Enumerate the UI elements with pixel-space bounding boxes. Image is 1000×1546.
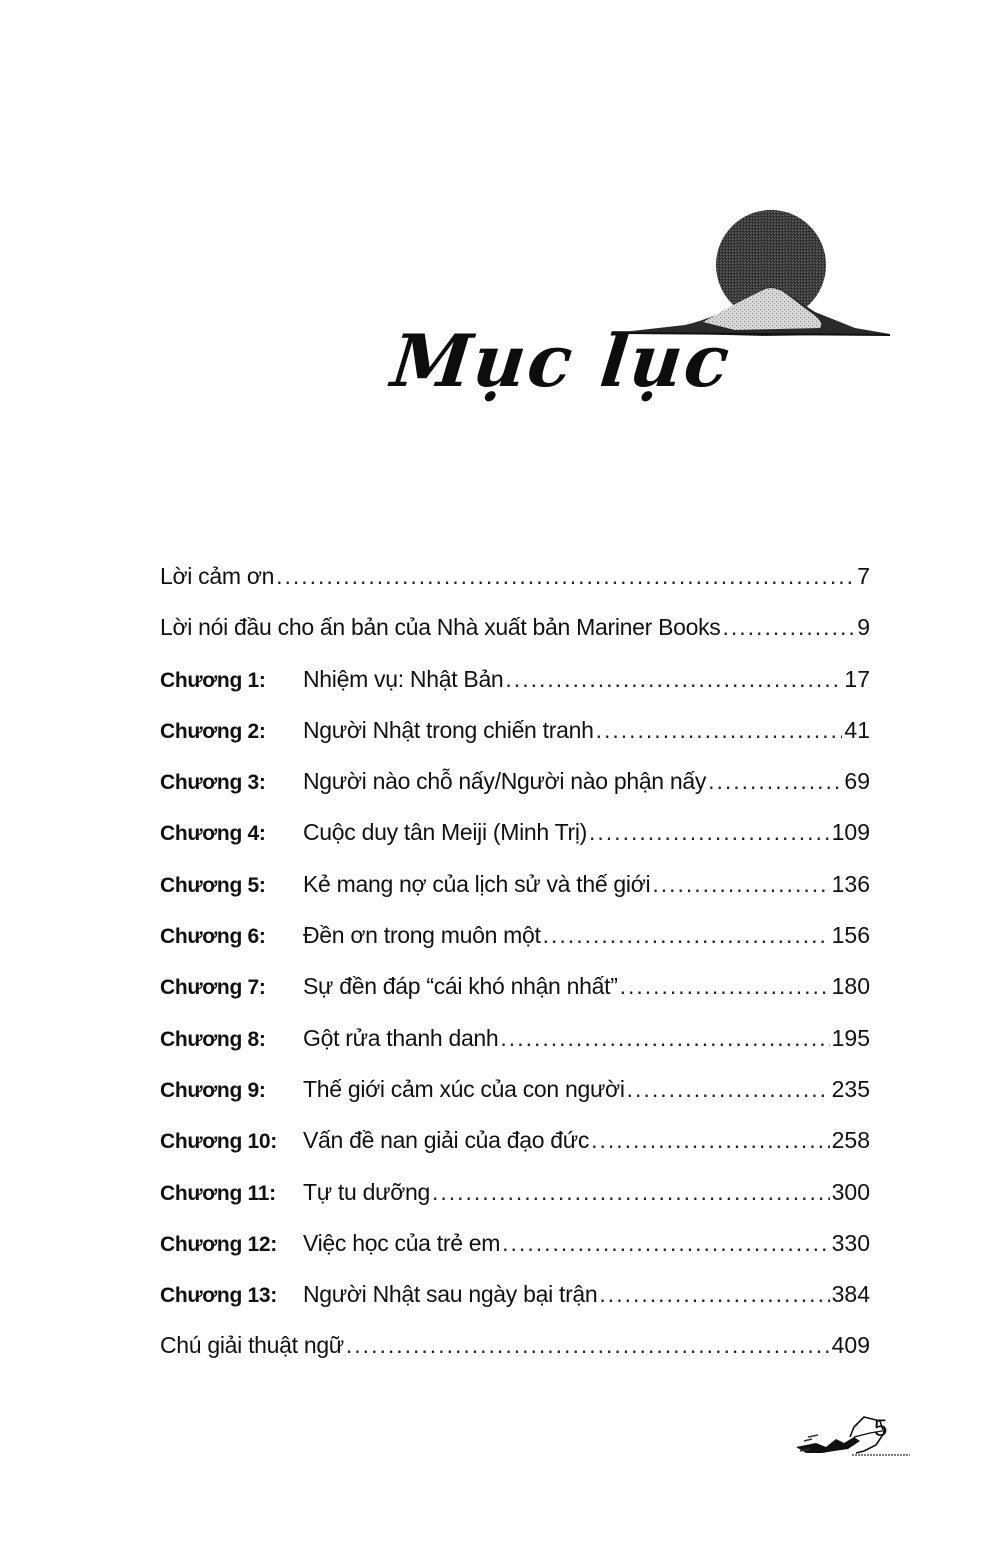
toc-chapter-label: Chương 4: (160, 822, 266, 846)
toc-chapter-label: Chương 9: (160, 1078, 266, 1102)
toc-entry-page: 180 (831, 973, 870, 1000)
toc-entry[interactable] (160, 556, 870, 607)
toc-entry-page: 235 (831, 1075, 870, 1102)
toc-entry-page: 384 (831, 1281, 870, 1308)
dot-leader (500, 1018, 829, 1058)
toc-entry-title: Chú giải thuật ngữ (160, 1332, 344, 1359)
dot-leader (276, 556, 855, 596)
toc-entry-page: 409 (831, 1332, 870, 1359)
toc-entry-title: Người Nhật trong chiến tranh (303, 716, 594, 743)
dot-leader (543, 915, 830, 955)
toc-entry-page: 156 (831, 922, 870, 949)
ink-brush-ornament-icon (792, 1413, 932, 1463)
toc-chapter-label: Chương 5: (160, 873, 266, 897)
toc-entry[interactable] (160, 710, 870, 761)
toc-chapter-label: Chương 7: (160, 976, 266, 1000)
dot-leader (599, 1274, 829, 1314)
toc-entry[interactable] (160, 864, 870, 915)
dot-leader (708, 761, 842, 801)
toc-entry-page: 109 (831, 819, 870, 846)
dot-leader (432, 1172, 830, 1212)
toc-entry-page: 195 (831, 1024, 870, 1051)
toc-entry-page: 69 (844, 768, 870, 795)
toc-entry[interactable] (160, 1069, 870, 1120)
toc-entry[interactable] (160, 812, 870, 863)
toc-entry-title: Tự tu dưỡng (303, 1178, 430, 1205)
dot-leader (652, 864, 829, 904)
toc-entry-title: Việc học của trẻ em (303, 1229, 501, 1256)
toc-entry-page: 41 (844, 716, 870, 743)
page-number: 5 (874, 1415, 888, 1442)
toc-entry-page: 9 (857, 614, 870, 641)
toc-chapter-label: Chương 10: (160, 1130, 277, 1154)
toc-entry-page: 258 (831, 1127, 870, 1154)
toc-entry-title: Người Nhật sau ngày bại trận (303, 1281, 598, 1308)
table-of-contents (160, 556, 870, 1377)
toc-entry-title: Cuộc duy tân Meiji (Minh Trị) (303, 819, 588, 846)
toc-chapter-label: Chương 13: (160, 1284, 277, 1308)
toc-entry[interactable] (160, 1018, 870, 1069)
toc-entry-page: 330 (831, 1229, 870, 1256)
dot-leader (505, 659, 842, 699)
page-title: Mục lục (387, 318, 735, 403)
toc-entry-title: Thế giới cảm xúc của con người (303, 1075, 625, 1102)
toc-chapter-label: Chương 2: (160, 719, 266, 743)
toc-chapter-label: Chương 11: (160, 1181, 276, 1205)
toc-chapter-label: Chương 1: (160, 668, 266, 692)
toc-entry[interactable] (160, 659, 870, 710)
toc-chapter-label: Chương 3: (160, 771, 266, 795)
dot-leader (346, 1325, 830, 1365)
dot-leader (627, 1069, 830, 1109)
toc-entry-title: Sự đền đáp “cái khó nhận nhất” (303, 973, 618, 1000)
toc-entry[interactable] (160, 761, 870, 812)
toc-entry[interactable] (160, 607, 870, 658)
dot-leader (596, 710, 843, 750)
toc-entry[interactable] (160, 1274, 870, 1325)
toc-entry-title: Đền ơn trong muôn một (303, 922, 541, 949)
dot-leader (502, 1223, 829, 1263)
toc-entry[interactable] (160, 1325, 870, 1376)
dot-leader (589, 812, 830, 852)
toc-entry[interactable] (160, 1172, 870, 1223)
dot-leader (723, 607, 856, 647)
toc-entry[interactable] (160, 1223, 870, 1274)
toc-entry-page: 17 (844, 665, 870, 692)
toc-chapter-label: Chương 12: (160, 1232, 277, 1256)
page-footer (792, 1413, 932, 1463)
toc-entry-title: Vấn đề nan giải của đạo đức (303, 1127, 590, 1154)
toc-entry-title: Gột rửa thanh danh (303, 1024, 499, 1051)
dot-leader (591, 1120, 830, 1160)
toc-entry-title: Kẻ mang nợ của lịch sử và thế giới (303, 870, 651, 897)
toc-entry-title: Lời cảm ơn (160, 563, 275, 589)
toc-entry-title: Lời nói đầu cho ấn bản của Nhà xuất bản Mariner Books (160, 614, 721, 641)
toc-entry[interactable] (160, 1120, 870, 1171)
toc-entry-page: 136 (831, 870, 870, 897)
toc-entry-page: 7 (857, 563, 870, 589)
dot-leader (620, 966, 830, 1006)
toc-entry[interactable] (160, 915, 870, 966)
toc-chapter-label: Chương 6: (160, 925, 266, 949)
toc-chapter-label: Chương 8: (160, 1027, 266, 1051)
toc-entry-page: 300 (831, 1178, 870, 1205)
toc-entry-title: Người nào chỗ nấy/Người nào phận nấy (303, 768, 707, 795)
toc-entry-title: Nhiệm vụ: Nhật Bản (303, 665, 504, 692)
toc-entry[interactable] (160, 966, 870, 1017)
